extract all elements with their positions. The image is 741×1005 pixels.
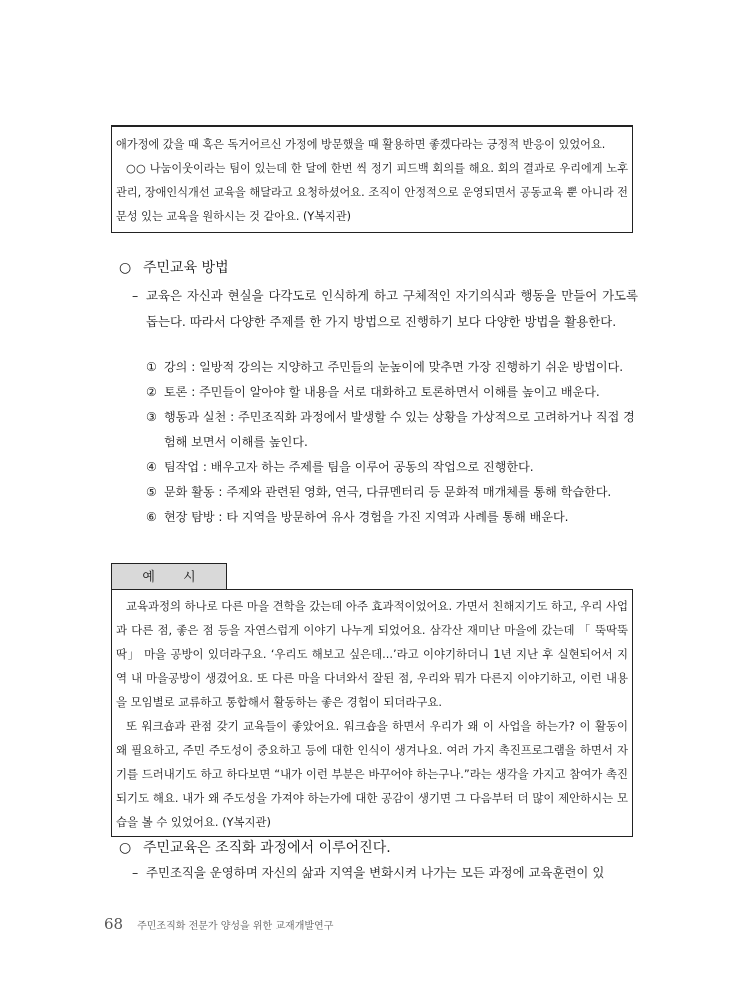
item-text: 강의 : 일방적 강의는 지양하고 주민들의 눈높이에 맞추면 가장 진행하기 쉬운 방법이다. [164, 360, 624, 374]
quote-line: ○○ 나눔이웃이라는 팀이 있는데 한 달에 한번 씩 정기 피드백 회의를 해요. 회의 결과로 우리에게 노후관리, 장애인식개선 교육을 해달라고 요청하셨어요. 조직이 안정적으로 운영되면서 공동교육 뿐 아니라 전문성 있는 교육을 원하시는 것 같아요. (Y복지관) [116, 162, 628, 223]
example-paragraph: 교육과정의 하나로 다른 마을 견학을 갔는데 아주 효과적이었어요. 가면서 친해지기도 하고, 우리 사업과 다른 점, 좋은 점 등을 자연스럽게 이야기 나누게 되었어요. 삼각산 재미난 마을에 갔는데 「 뚝딱뚝딱」 마을 공방이 있더라구요. ‘우리도 해보고 싶은데...’라고 이야기하더니 1년 지난 후 실현되어서 지역 내 마을공방이 생겼어요. 또 다른 마을 다녀와서 잘된 점, 우리와 뭐가 다른지 이야기하고, 이런 내용을 모임별로 교류하고 통합해서 활동하는 좋은 경험이 되더라구요. [116, 599, 628, 709]
section-title: 주민교육 방법 [143, 260, 229, 276]
paragraph-text: 주민조직을 운영하며 자신의 삶과 지역을 변화시켜 나가는 모든 과정에 교육훈련이 있 [146, 865, 605, 880]
quote-line: 애가정에 갔을 때 혹은 독거어르신 가정에 방문했을 때 활용하면 좋겠다라는 긍정적 반응이 있었어요. [116, 138, 606, 151]
example-paragraph: 또 워크숍과 관점 갖기 교육들이 좋았어요. 워크숍을 하면서 우리가 왜 이 사업을 하는가? 이 활동이 왜 필요하고, 주민 주도성이 중요하고 등에 대한 인식이 생겨나요. 여러 가지 촉진프로그램을 하면서 자기를 드러내기도 하고 하다보면 “내가 이런 부분은 바꾸어야 하는구나.”라는 생각을 가지고 참여가 촉진되기도 해요. 내가 왜 주도성을 가져야 하는가에 대한 공감이 생기면 그 다음부터 더 많이 제안하시는 모습을 볼 수 있었어요. (Y복지관) [116, 719, 628, 829]
paragraph-text: 교육은 자신과 현실을 다각도로 인식하게 하고 구체적인 자기의식과 행동을 만들어 가도록 돕는다. 따라서 다양한 주제를 한 가지 방법으로 진행하기 보다 다양한 방법을 활용한다. [146, 288, 638, 329]
section-heading [119, 838, 391, 858]
page-number: 68 [104, 915, 124, 933]
page-footer [104, 915, 333, 933]
section-paragraph [132, 283, 638, 335]
quote-box [111, 125, 633, 233]
item-text: 현장 탐방 : 타 지역을 방문하여 유사 경험을 가진 지역과 사례를 통해 배운다. [164, 510, 569, 524]
list-item [146, 455, 640, 480]
item-text: 행동과 실천 : 주민조직화 과정에서 발생할 수 있는 상황을 가상적으로 고려하거나 직접 경험해 보면서 이해를 높인다. [164, 410, 635, 449]
list-item [146, 380, 640, 405]
running-title: 주민조직화 전문가 양성을 위한 교재개발연구 [137, 921, 334, 932]
method-list [146, 355, 640, 530]
list-item [146, 505, 640, 530]
circle-bullet-icon: ○ [119, 840, 132, 856]
section-title: 주민교육은 조직화 과정에서 이루어진다. [143, 840, 391, 856]
list-item [146, 355, 640, 380]
list-item [146, 405, 640, 455]
item-text: 팀작업 : 배우고자 하는 주제를 팀을 이루어 공동의 작업으로 진행한다. [164, 460, 534, 474]
dash-bullet-icon: – [132, 288, 139, 303]
circle-bullet-icon: ○ [119, 260, 132, 276]
list-item [146, 480, 640, 505]
item-number: ① [146, 360, 157, 374]
item-number: ④ [146, 460, 157, 474]
example-box [111, 589, 633, 837]
section-heading [119, 258, 229, 278]
item-text: 문화 활동 : 주제와 관련된 영화, 연극, 다큐멘터리 등 문화적 매개체를 통해 학습한다. [164, 485, 612, 499]
section-paragraph [132, 860, 638, 886]
item-text: 토론 : 주민들이 알아야 할 내용을 서로 대화하고 토론하면서 이해를 높이고 배운다. [164, 385, 600, 399]
item-number: ⑥ [146, 510, 157, 524]
dash-bullet-icon: – [132, 865, 139, 880]
item-number: ② [146, 385, 157, 399]
example-tab-label: 예 시 [111, 563, 227, 590]
item-number: ⑤ [146, 485, 157, 499]
item-number: ③ [146, 410, 157, 424]
